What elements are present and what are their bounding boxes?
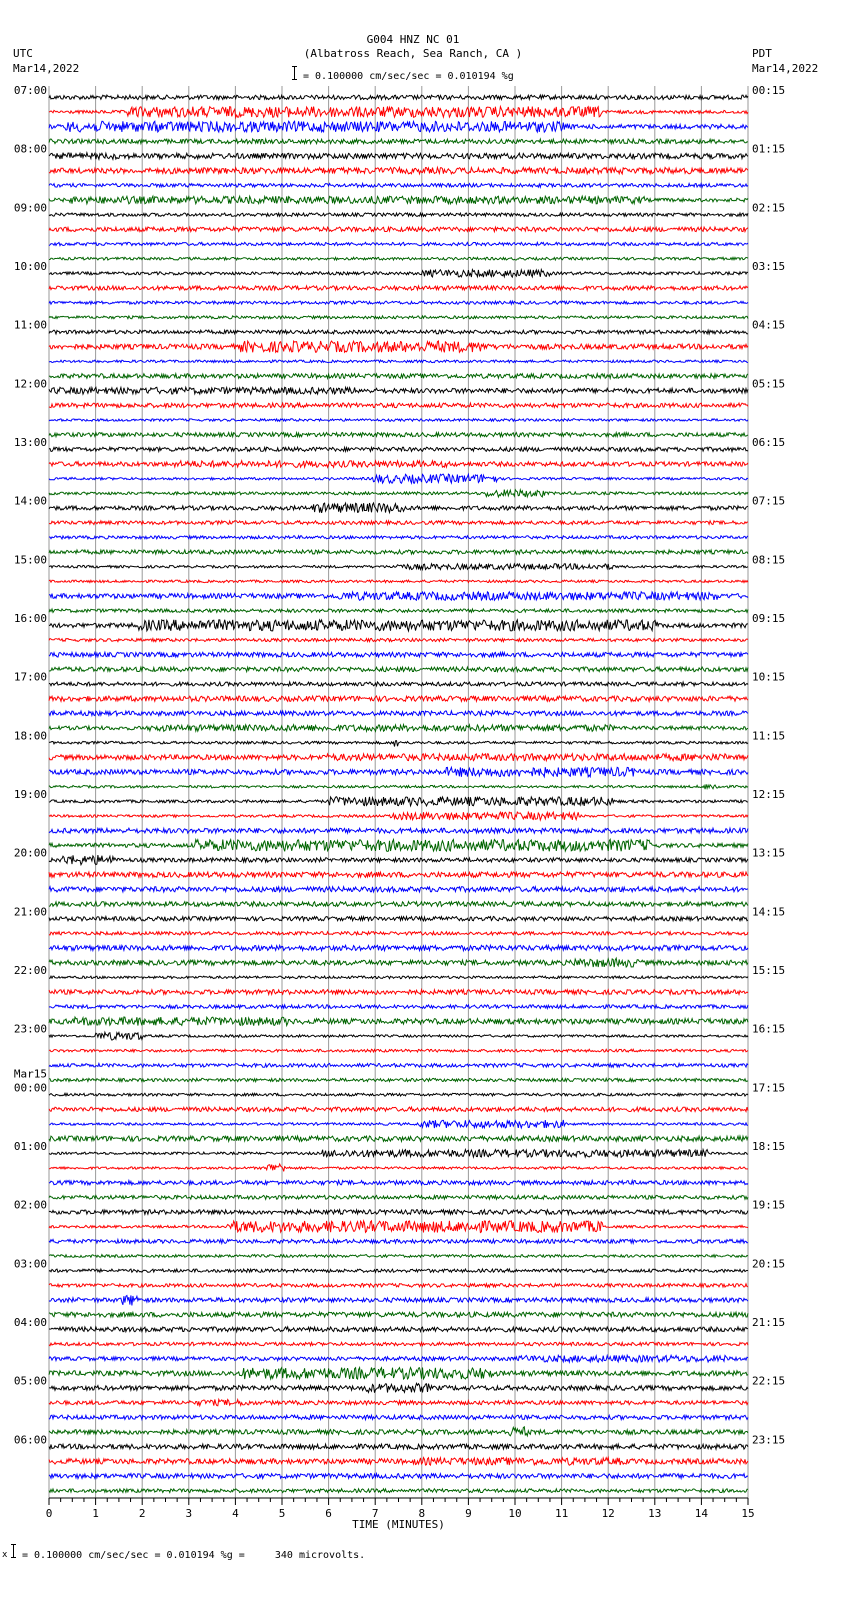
seismic-trace [49,1295,748,1305]
seismic-trace [49,1284,748,1288]
right-hour-label: 10:15 [752,670,786,684]
seismic-trace [49,1368,748,1380]
right-hour-label: 09:15 [752,612,786,625]
footer-scale-text: = 0.100000 cm/sec/sec = 0.010194 %g = 340 microvolts. [22,1550,366,1561]
seismic-trace [49,855,748,865]
left-hour-label: 11:00 [13,318,47,332]
seismic-trace [49,887,748,892]
seismic-trace [49,741,748,747]
right-hour-label: 00:15 [752,84,786,97]
seismic-trace [49,184,748,188]
seismic-trace [49,139,748,144]
seismic-trace [49,1444,748,1449]
seismic-trace [49,1210,748,1215]
seismic-trace [49,1355,748,1362]
left-hour-label: 20:00 [13,846,47,860]
seismic-trace [49,1093,748,1096]
seismic-trace [49,1064,748,1068]
seismic-trace [49,447,748,451]
right-hour-label: 15:15 [752,964,786,977]
right-hour-label: 14:15 [752,905,786,919]
right-hour-label: 20:15 [752,1257,786,1271]
seismic-trace [49,1005,748,1009]
x-tick-label: 15 [741,1507,755,1520]
x-tick-label: 13 [648,1507,662,1520]
seismic-trace [49,1120,748,1128]
seismic-trace [49,270,748,278]
x-tick-label: 9 [465,1507,472,1520]
right-hour-label: 01:15 [752,142,786,156]
left-hour-label: 06:00 [13,1433,47,1447]
right-hour-label: 18:15 [752,1140,786,1153]
seismic-trace [49,1181,748,1185]
seismic-trace [49,932,748,935]
seismic-trace [49,196,748,204]
right-hour-label: 02:15 [752,201,786,215]
seismic-trace [49,433,748,437]
seismic-trace [49,812,748,820]
left-hour-label: 23:00 [13,1022,47,1036]
seismic-trace [49,667,748,672]
seismic-trace [49,872,748,878]
x-axis-label: TIME (MINUTES) [352,1518,445,1531]
seismic-trace [49,168,748,174]
seismic-trace [49,1221,748,1233]
seismic-trace [49,1383,748,1392]
footer-scale-bar-icon [13,1544,14,1558]
seismic-trace [49,227,748,232]
right-timezone: PDT [752,47,772,60]
seismic-trace [49,1415,748,1419]
seismic-trace [49,1078,748,1081]
seismic-trace [49,286,748,290]
seismic-trace [49,917,748,921]
seismic-trace [49,958,748,967]
seismic-trace [49,592,748,601]
seismic-trace [49,360,748,363]
left-hour-label: 14:00 [13,494,47,508]
seismic-trace [49,374,748,379]
left-hour-label: 09:00 [13,201,47,215]
seismic-trace [49,1255,748,1258]
seismic-trace [49,828,748,833]
right-hour-label: 21:15 [752,1316,786,1329]
right-hour-label: 11:15 [752,729,786,743]
seismic-trace [49,330,748,334]
left-hour-label: 04:00 [13,1316,47,1329]
x-tick-label: 12 [601,1507,615,1520]
seismic-trace [49,1164,748,1171]
left-hour-label: 18:00 [13,729,47,743]
left-hour-label: 19:00 [13,788,47,801]
seismic-trace [49,1239,748,1243]
seismic-trace [49,945,748,950]
right-hour-label: 08:15 [752,553,786,567]
seismic-trace [49,990,748,995]
seismic-trace [49,696,748,701]
seismic-trace [49,1474,748,1479]
seismic-trace [49,1458,748,1466]
left-hour-label: 03:00 [13,1257,47,1271]
right-hour-label: 06:15 [752,436,786,449]
seismic-trace [49,638,748,641]
seismic-trace [49,1489,748,1493]
seismic-trace [49,95,748,99]
seismic-trace [49,976,748,979]
seismic-trace [49,580,748,583]
seismic-trace [49,652,748,657]
right-hour-label: 04:15 [752,318,786,332]
left-hour-label: 22:00 [13,964,47,977]
seismic-trace [49,461,748,468]
x-tick-label: 5 [278,1507,286,1520]
x-tick-label: 0 [45,1507,53,1520]
left-hour-label: 08:00 [13,142,47,156]
right-hour-label: 23:15 [752,1433,786,1447]
station-location: (Albatross Reach, Sea Ranch, CA ) [303,47,523,60]
seismic-trace [49,316,748,319]
left-hour-label: 16:00 [13,612,47,625]
seismic-trace [49,839,748,851]
seismic-trace [49,609,748,613]
seismic-trace [49,550,748,554]
left-hour-label: 15:00 [13,553,47,567]
x-tick-label: 2 [138,1507,146,1520]
seismic-trace [49,1150,748,1158]
left-hour-label: 21:00 [13,905,47,919]
left-hour-label: 07:00 [13,84,47,97]
seismic-trace [49,784,748,789]
seismic-trace [49,797,748,806]
seismic-trace [49,419,748,421]
seismic-trace [49,242,748,245]
x-tick-label: 10 [508,1507,522,1520]
x-tick-label: 4 [232,1507,239,1520]
right-hour-label: 13:15 [752,846,786,860]
seismic-trace [49,1017,748,1026]
seismic-trace [49,490,748,497]
right-hour-label: 05:15 [752,377,786,391]
seismic-trace [49,1195,748,1199]
x-tick-label: 8 [418,1507,426,1520]
title: G004 HNZ NC 01 [366,33,460,46]
left-hour-label: 02:00 [13,1198,47,1212]
seismic-trace [49,1032,748,1040]
seismic-trace [49,341,748,352]
seismic-trace [49,1049,748,1052]
seismic-trace [49,564,748,570]
seismic-trace [49,536,748,539]
x-tick-label: 14 [694,1507,709,1520]
seismic-trace [49,153,748,160]
left-hour-label: 12:00 [13,377,47,391]
right-hour-label: 17:15 [752,1081,786,1095]
left-hour-label: 17:00 [13,670,47,684]
seismic-trace [49,1399,748,1405]
x-tick-label: 11 [554,1507,569,1520]
seismic-trace [49,1342,748,1345]
right-hour-label: 03:15 [752,260,786,273]
seismic-trace [49,1269,748,1272]
seismic-trace [49,711,748,716]
seismic-trace [49,474,748,483]
left-hour-label: 05:00 [13,1374,47,1388]
right-date: Mar14,2022 [752,62,819,75]
seismic-trace [49,620,748,631]
seismic-trace [49,1312,748,1317]
seismic-trace [49,213,748,216]
x-tick-label: 3 [185,1507,193,1520]
right-hour-label: 22:15 [752,1374,786,1388]
seismic-trace [49,257,748,260]
left-hour-label: 00:00 [13,1081,47,1095]
left-hour-label: 01:00 [13,1140,47,1153]
footer-marker: x [2,1550,8,1560]
seismic-trace [49,1136,748,1141]
seismic-trace [49,107,748,118]
seismic-trace [49,725,748,732]
right-hour-label: 12:15 [752,788,786,801]
seismic-trace [49,902,748,907]
seismic-trace [49,1107,748,1111]
seismic-trace [49,521,748,525]
right-hour-label: 19:15 [752,1198,786,1212]
x-tick-label: 6 [325,1507,332,1520]
right-hour-label: 16:15 [752,1022,786,1036]
seismic-trace [49,682,748,686]
left-date: Mar14,2022 [13,62,80,75]
seismic-trace [49,301,748,304]
left-hour-label: 10:00 [13,260,47,273]
seismic-trace [49,767,748,777]
seismic-trace [49,121,748,132]
left-timezone: UTC [13,47,33,60]
seismic-trace [49,387,748,394]
seismic-trace [49,503,748,513]
left-hour-label: 13:00 [13,436,47,449]
seismic-trace [49,1327,748,1332]
seismic-trace [49,1427,748,1436]
scale-text: = 0.100000 cm/sec/sec = 0.010194 %g [303,71,514,82]
seismic-trace [49,754,748,761]
x-tick-label: 1 [92,1507,99,1520]
date-change-label: Mar15 [13,1067,47,1081]
seismic-trace [49,403,748,408]
x-tick-label: 7 [371,1507,379,1520]
right-hour-label: 07:15 [752,494,786,508]
